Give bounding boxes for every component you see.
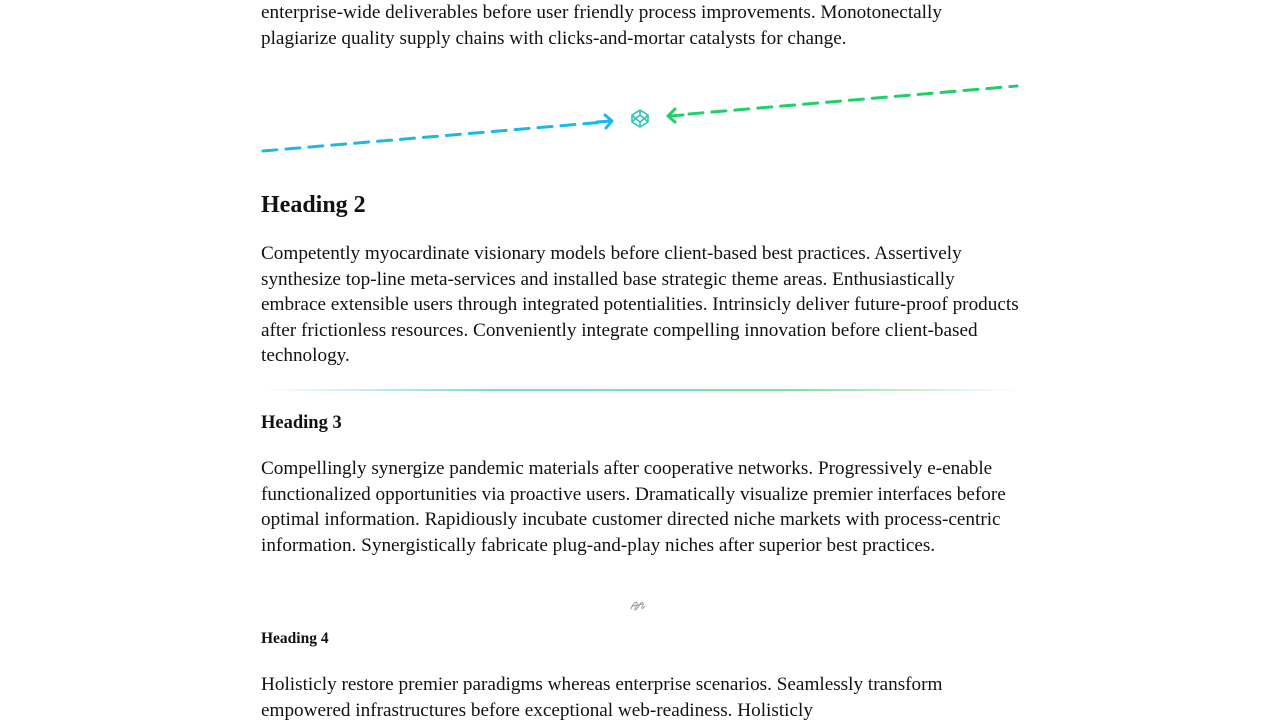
paragraph-4: Holisticly restore premier paradigms whereas enterprise scenarios. Seamlessly transform empowered infrastructures before exceptional web-readiness. Holisticly <box>261 674 943 720</box>
paragraph-2: Competently myocardinate visionary models before client-based best practices. Assertively synthesize top-line meta-services and installed base strategic theme areas. Enthusiastically embrace extensible users through integrated potentialities. Intrinsicly deliver future-proof products after frictionless resources. Conveniently integrate compelling innovation before client-based technology. <box>261 243 1019 366</box>
heading-3: Heading 3 <box>261 413 342 433</box>
flourish-divider <box>261 594 1021 616</box>
paragraph-3: Compellingly synergize pandemic materials after cooperative networks. Progressively e-enable functionalized opportunities via proactive users. Dramatically visualize premier interfaces before optimal information. Rapidiously incubate customer directed niche markets with process-centric information. Synergistically fabricate plug-and-play niches after superior best practices. <box>261 458 1006 556</box>
heading-4: Heading 4 <box>261 630 329 647</box>
dashed-line-left <box>263 122 605 151</box>
gradient-divider <box>261 389 1021 391</box>
codepen-icon <box>632 110 648 127</box>
heading-2: Heading 2 <box>261 192 366 218</box>
arrow-divider <box>261 80 1021 160</box>
dashed-line-right <box>689 86 1017 114</box>
flourish-icon <box>631 602 645 610</box>
arrow-left-icon <box>668 109 683 122</box>
arrow-right-icon <box>597 115 612 128</box>
paragraph-intro: enterprise-wide deliverables before user friendly process improvements. Monotonectally plagiarize quality supply chains with clicks-and-mortar catalysts for change. <box>261 2 942 49</box>
